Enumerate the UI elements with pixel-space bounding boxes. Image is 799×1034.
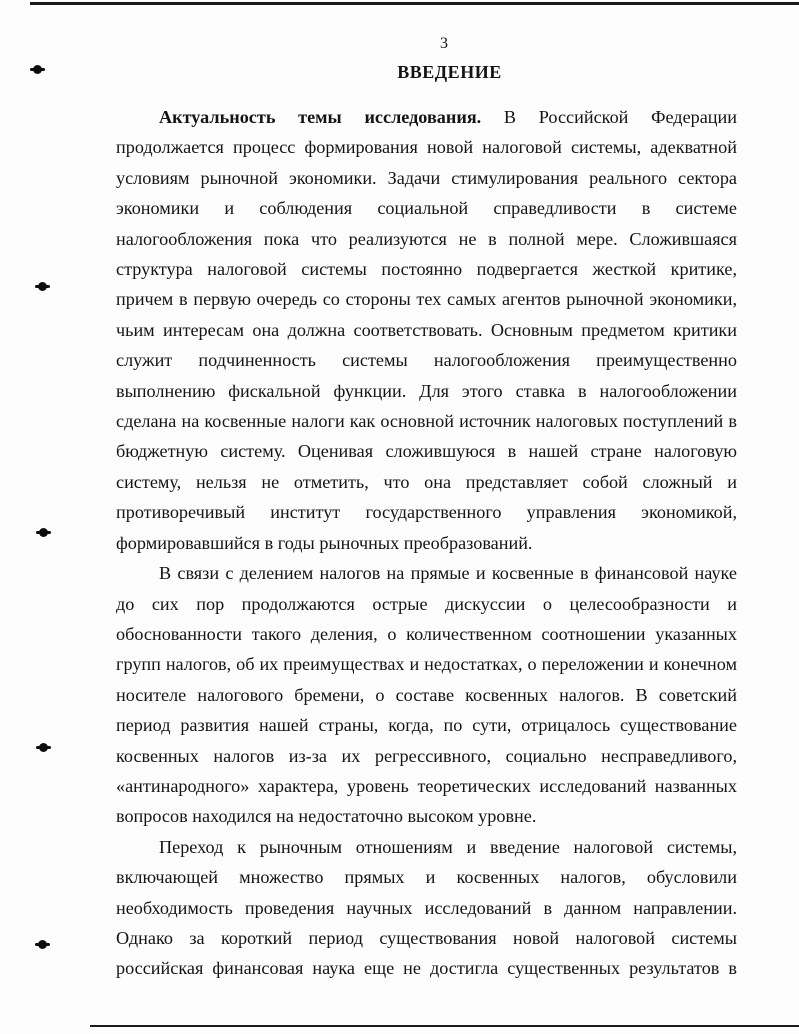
- binder-hole-3: [39, 528, 48, 537]
- binder-hole-5: [38, 940, 47, 949]
- paragraph-1-text: В Российской Федерации продолжается процесс формирования новой налоговой системы, адекватной условиям рыночной экономики. Задачи стимулирования реального сектора экономики и соблюдения социальной справедливости в системе налогообложения пока что реализуются не в полной мере. Сложившаяся структура налоговой системы постоянно подвергается жесткой критике, причем в первую очередь со стороны тех самых агентов рыночной экономики, чьим интересам она должна соответствовать. Основным предметом критики служит подчиненность системы налогообложения преимущественно выполнению фискальной функции. Для этого ставка в налогообложении сделана на косвенные налоги как основной источник налоговых поступлений в бюджетную систему. Оценивая сложившуюся в нашей стране налоговую систему, нельзя не отметить, что она представляет собой сложный и противоречивый институт государственного управления экономикой, формировавшийся в годы рыночных преобразований.: [116, 107, 738, 553]
- scan-top-edge: [30, 2, 799, 5]
- page-number: 3: [440, 35, 448, 52]
- binder-hole-4: [39, 743, 48, 752]
- paragraph-3: Переход к рыночным отношениям и введение налоговой системы, включающей множество прямых и косвенных налогов, обусловили необходимость проведения научных исследований в данном направлении. Однако за короткий период существования новой налоговой системы российская финансовая наука еще не достигла существенных результатов в: [116, 836, 737, 979]
- paragraph-1-lead: Актуальность темы исследования.: [159, 107, 482, 127]
- body-text: [116, 102, 737, 984]
- paragraph-1: [116, 102, 737, 558]
- binder-hole-2: [38, 282, 47, 291]
- scan-bottom-edge: [90, 1025, 799, 1027]
- paragraph-2: В связи с делением налогов на прямые и косвенные в финансовой науке до сих пор продолжаются острые дискуссии о целесообразности и обоснованности такого деления, о количественном соотношении указанных групп налогов, об их преимуществах и недостатках, о переложении и конечном носителе налогового бремени, о составе косвенных налогов. В советский период развития нашей страны, когда, по сути, отрицалось существование косвенных налогов из-за их регрессивного, социально несправедливого, «антинародного» характера, уровень теоретических исследований названных вопросов находился на недостаточно высоком уровне.: [116, 563, 737, 827]
- section-title: ВВЕДЕНИЕ: [397, 62, 502, 82]
